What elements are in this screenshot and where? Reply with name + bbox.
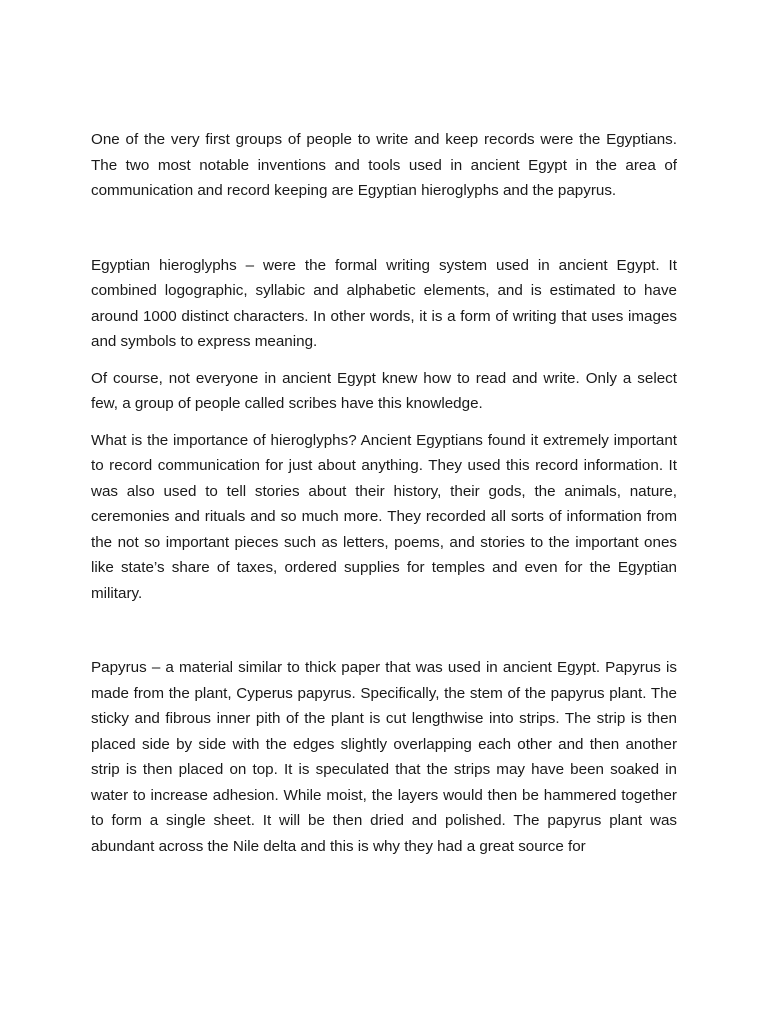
paragraph-papyrus: Papyrus – a material similar to thick paper that was used in ancient Egypt. Papyrus is made from the plant, Cyperus papyrus. Specifically, the stem of the papyrus plant. The sticky and fibrous inner pith of the plant is cut lengthwise into strips. The strip is then placed side by side with the edges slightly overlapping each other and then another strip is then placed on top. It is speculated that the strips may have been soaked in water to increase adhesion. While moist, the layers would then be hammered together to form a single sheet. It will be then dried and polished. The papyrus plant was abundant across the Nile delta and this is why they had a great source for (91, 659, 677, 855)
paragraph-spacer (91, 417, 677, 428)
paragraph-scribes: Of course, not everyone in ancient Egypt knew how to read and write. Only a select few, a group of people called scribes have this knowledge. (91, 369, 677, 412)
paragraph-intro: One of the very first groups of people to write and keep records were the Egyptians. The two most notable inventions and tools used in ancient Egypt in the area of communication and record keeping are Egyptian hieroglyphs and the papyrus. (91, 131, 677, 199)
paragraph-spacer (91, 355, 677, 366)
paragraph-spacer (91, 204, 677, 253)
paragraph-hieroglyphs-definition: Egyptian hieroglyphs – were the formal writing system used in ancient Egypt. It combined logographic, syllabic and alphabetic elements, and is estimated to have around 1000 distinct characters. In other words, it is a form of writing that uses images and symbols to express meaning. (91, 256, 677, 350)
paragraph-spacer (91, 606, 677, 655)
document-body (91, 127, 677, 859)
paragraph-hieroglyphs-importance: What is the importance of hieroglyphs? Ancient Egyptians found it extremely important to record communication for just about anything. They used this record information. It was also used to tell stories about their history, their gods, the animals, nature, ceremonies and rituals and so much more. They recorded all sorts of information from the not so important pieces such as letters, poems, and stories to the important ones like state’s share of taxes, ordered supplies for temples and even for the Egyptian military. (91, 431, 677, 602)
